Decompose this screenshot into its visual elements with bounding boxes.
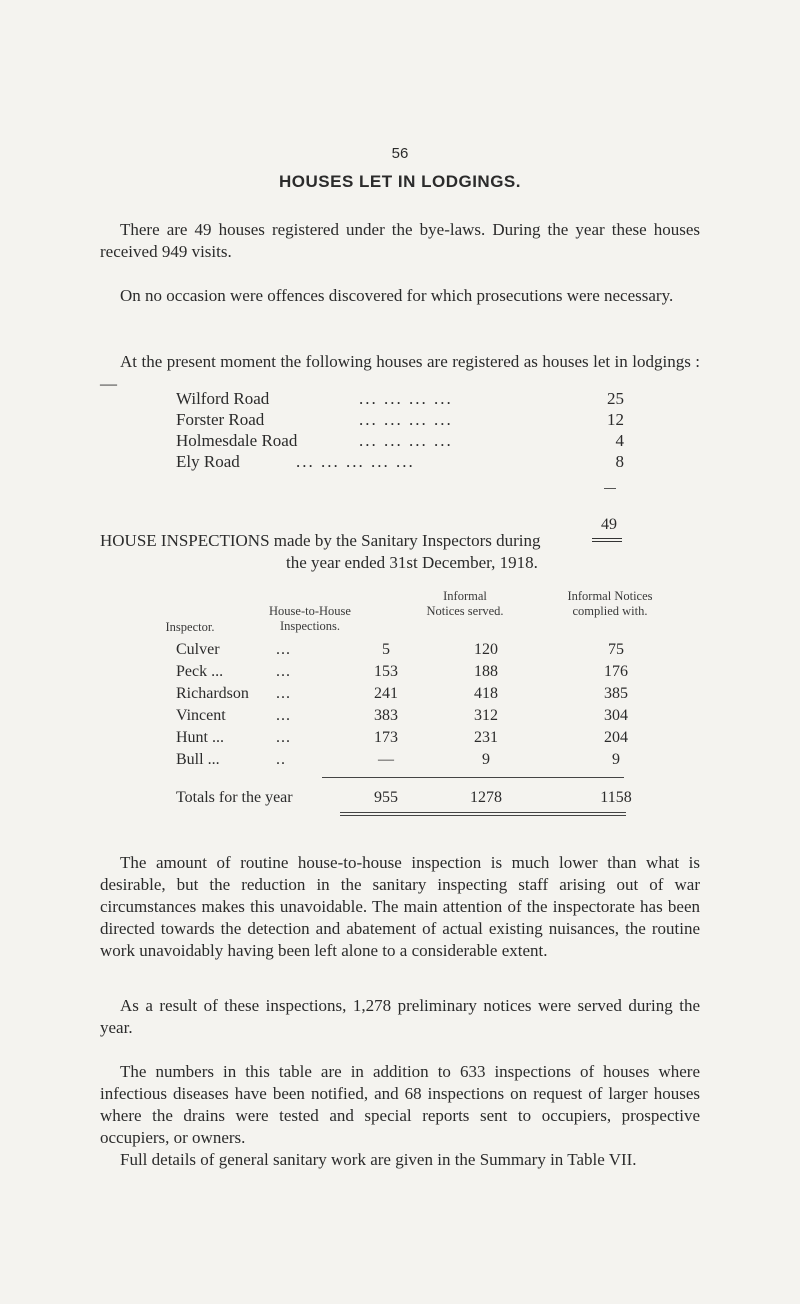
total-notices-served: 1278	[470, 789, 502, 806]
leader-dots: ...	[276, 641, 291, 658]
leader-dots: ...	[276, 729, 291, 746]
table-row	[176, 729, 676, 751]
road-row	[176, 410, 626, 431]
road-name: Wilford Road	[176, 389, 270, 408]
inspections-heading-line1: HOUSE INSPECTIONS made by the Sanitary Inspectors during	[100, 531, 541, 550]
header-house-inspections: House-to-House Inspections.	[269, 604, 351, 633]
house-inspections-value: 5	[382, 641, 390, 658]
road-list	[176, 389, 626, 473]
road-row	[176, 431, 626, 452]
totals-row	[176, 789, 676, 811]
notices-complied-value: 176	[604, 663, 628, 680]
totals-rule	[322, 777, 624, 778]
notices-complied-value: 204	[604, 729, 628, 746]
paragraph-routine-inspection: The amount of routine house-to-house inspection is much lower than what is desirable, but the reduction in the sanitary inspecting staff arising out of war circumstances makes this unavoidable. The main attention of the inspectorate has been directed towards the detection and abatement of actual existing nuisances, the routine work unavoidably having been left alone to a considerable extent.	[100, 853, 700, 960]
leader-dots: ..	[276, 751, 286, 768]
paragraph-registered-houses: There are 49 houses registered under the bye-laws. During the year these houses received 949 visits.	[100, 220, 700, 261]
notices-complied-value: 9	[612, 751, 620, 768]
notices-served-value: 9	[482, 751, 490, 768]
road-row	[176, 389, 626, 410]
paragraph-full-details: Full details of general sanitary work are given in the Summary in Table VII.	[120, 1150, 637, 1169]
road-name: Ely Road	[176, 452, 240, 471]
leader-dots: ...	[276, 707, 291, 724]
leader-dots: ... ... ... ...	[359, 410, 453, 429]
header-notices-complied: Informal Notices complied with.	[567, 589, 653, 618]
inspections-heading	[100, 530, 720, 574]
table-row	[176, 707, 676, 729]
inspector-name: Vincent	[176, 707, 226, 724]
paragraph-preliminary-notices: As a result of these inspections, 1,278 preliminary notices were served during the year.	[100, 996, 700, 1037]
header-inspector: Inspector.	[165, 620, 215, 634]
notices-complied-value: 385	[604, 685, 628, 702]
house-inspections-value: 383	[374, 707, 398, 724]
sum-dash	[604, 488, 616, 489]
notices-complied-value: 75	[608, 641, 624, 658]
house-inspections-value: 153	[374, 663, 398, 680]
road-count: 25	[607, 389, 624, 408]
notices-served-value: 418	[474, 685, 498, 702]
leader-dots: ...	[276, 685, 291, 702]
road-count: 4	[615, 431, 624, 450]
paragraph-additional-inspections: The numbers in this table are in addition to 633 inspections of houses where infectious diseases have been notified, and 68 inspections on request of larger houses where the drains were tested and special reports sent to occupiers, prospective occupiers, or owners.	[100, 1062, 700, 1147]
paragraph-registered-list-intro: At the present moment the following houses are registered as houses let in lodgings :—	[100, 352, 700, 393]
road-count: 8	[615, 452, 624, 471]
total-notices-complied: 1158	[600, 789, 632, 806]
inspections-heading-line2: the year ended 31st December, 1918.	[286, 553, 538, 572]
house-inspections-value: —	[378, 751, 394, 768]
road-name: Forster Road	[176, 410, 265, 429]
leader-dots: ...	[276, 663, 291, 680]
inspector-name: Richardson	[176, 685, 249, 702]
leader-dots: ... ... ... ...	[359, 389, 453, 408]
table-row	[176, 641, 676, 663]
leader-dots: ... ... ... ...	[359, 431, 453, 450]
total-house-inspections: 955	[374, 789, 398, 806]
road-total: 49	[601, 516, 617, 533]
inspector-name: Bull ...	[176, 751, 220, 768]
road-count: 12	[607, 410, 624, 429]
paragraph-prosecutions: On no occasion were offences discovered for which prosecutions were necessary.	[120, 286, 674, 305]
inspector-name: Peck ...	[176, 663, 224, 680]
road-name: Holmesdale Road	[176, 431, 298, 450]
section-title: HOUSES LET IN LODGINGS.	[279, 172, 521, 191]
leader-dots: ... ... ... ... ...	[296, 452, 415, 471]
house-inspections-value: 173	[374, 729, 398, 746]
totals-double-rule	[340, 812, 626, 813]
notices-served-value: 120	[474, 641, 498, 658]
notices-complied-value: 304	[604, 707, 628, 724]
notices-served-value: 231	[474, 729, 498, 746]
header-notices-served: Informal Notices served.	[426, 589, 504, 618]
table-row	[176, 751, 676, 773]
inspector-name: Culver	[176, 641, 220, 658]
road-row	[176, 452, 626, 473]
totals-label: Totals for the year	[176, 789, 293, 806]
notices-served-value: 312	[474, 707, 498, 724]
notices-served-value: 188	[474, 663, 498, 680]
table-row	[176, 685, 676, 707]
totals-double-rule	[340, 815, 626, 816]
inspector-name: Hunt ...	[176, 729, 224, 746]
table-row	[176, 663, 676, 685]
house-inspections-value: 241	[374, 685, 398, 702]
page-number: 56	[391, 145, 409, 162]
